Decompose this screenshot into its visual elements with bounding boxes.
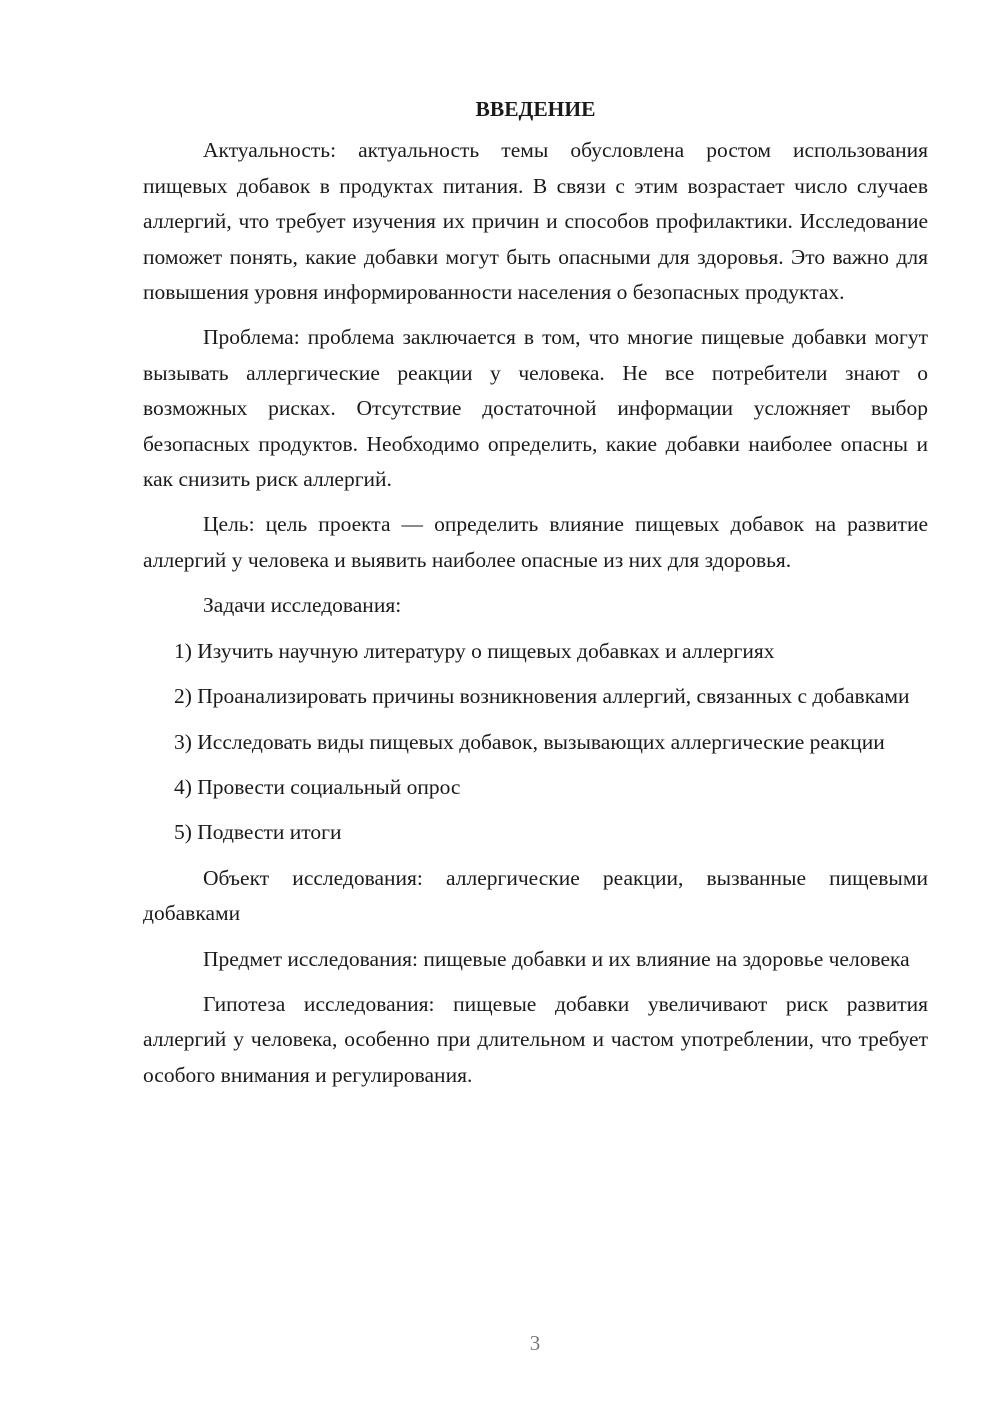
section-title: ВВЕДЕНИЕ: [475, 97, 596, 121]
goal-paragraph: Цель: цель проекта — определить влияние пищевых добавок на развитие аллергий у человека и выявить наиболее опасные из них для здоровья.: [143, 512, 928, 572]
task-item: 3) Исследовать виды пищевых добавок, вызывающих аллергические реакции: [174, 729, 885, 754]
task-item: 2) Проанализировать причины возникновения аллергий, связанных с добавками: [174, 684, 910, 709]
page-number: 3: [529, 1331, 541, 1355]
subject-paragraph: Предмет исследования: пищевые добавки и их влияние на здоровье человека: [203, 946, 910, 971]
problem-paragraph: Проблема: проблема заключается в том, что многие пищевые добавки могут вызывать аллергические реакции у человека. Не все потребители знают о возможных рисках. Отсутствие достаточной информации усложняет выбор безопасных продуктов. Необходимо определить, какие добавки наиболее опасны и как снизить риск аллергий.: [143, 325, 928, 492]
task-item: 5) Подвести итоги: [174, 820, 342, 845]
hypothesis-paragraph: Гипотеза исследования: пищевые добавки увеличивают риск развития аллергий у человека, особенно при длительном и частом употреблении, что требует особого внимания и регулирования.: [143, 991, 928, 1087]
relevance-paragraph: Актуальность: актуальность темы обусловлена ростом использования пищевых добавок в продуктах питания. В связи с этим возрастает число случаев аллергий, что требует изучения их причин и способов профилактики. Исследование поможет понять, какие добавки могут быть опасными для здоровья. Это важно для повышения уровня информированности населения о безопасных продуктах.: [143, 138, 928, 305]
tasks-heading: Задачи исследования:: [203, 593, 402, 618]
object-paragraph: Объект исследования: аллергические реакции, вызванные пищевыми добавками: [143, 865, 928, 926]
document-page: [143, 92, 928, 1103]
task-item: 1) Изучить научную литературу о пищевых добавках и аллергиях: [174, 638, 775, 663]
task-item: 4) Провести социальный опрос: [174, 774, 461, 799]
